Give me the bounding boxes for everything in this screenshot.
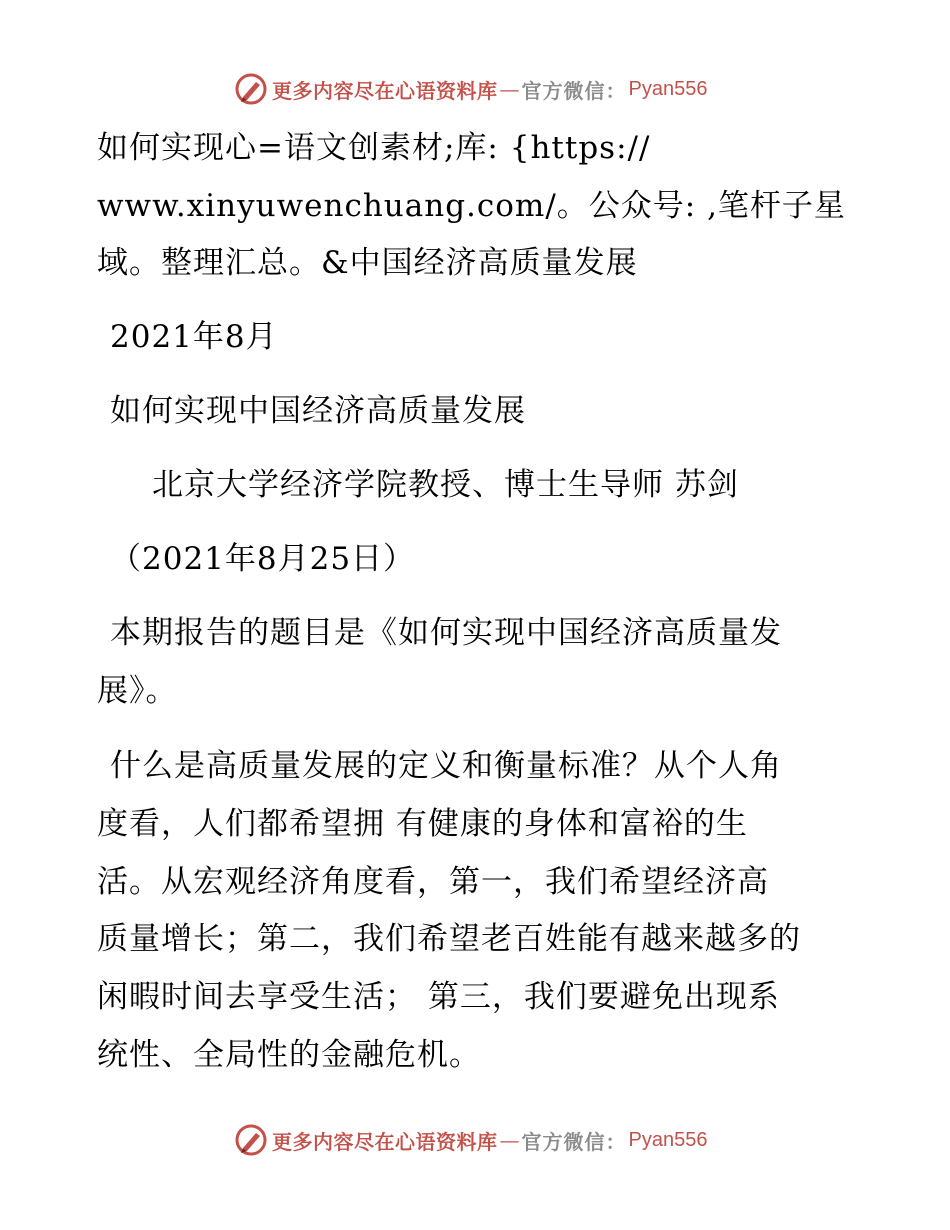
header-watermark (234, 72, 707, 106)
footer-watermark (234, 1123, 707, 1157)
report-date: （2021年8月25日） (110, 541, 416, 577)
watermark-dash: — (499, 1128, 520, 1152)
watermark-wechat-id: Pyan556 (628, 1128, 708, 1151)
paragraph-2-line-3: 活。从宏观经济角度看，第一，我们希望经济高 (97, 864, 769, 900)
pen-logo-icon (234, 1123, 268, 1157)
paragraph-1-line-1: 本期报告的题目是《如何实现中国经济高质量发 (110, 615, 782, 651)
watermark-official-label: 官方微信： (521, 1129, 627, 1154)
paragraph-2-line-4: 质量增长；第二，我们希望老百姓能有越来越多的 (97, 921, 801, 957)
author-line: 北京大学经济学院教授、博士生导师 苏剑 (152, 467, 739, 503)
body-line-1: 如何实现心=语文创素材;库: {https:// (97, 130, 651, 166)
report-title: 如何实现中国经济高质量发展 (110, 393, 526, 429)
paragraph-1-line-2: 展》。 (97, 673, 178, 709)
date-line: 2021年8月 (110, 319, 278, 355)
paragraph-2-line-5: 闲暇时间去享受生活； 第三，我们要避免出现系 (97, 979, 780, 1015)
watermark-official-label: 官方微信： (521, 78, 627, 103)
paragraph-2-line-2: 度看，人们都希望拥 有健康的身体和富裕的生 (97, 806, 748, 842)
watermark-dash: — (499, 77, 520, 101)
watermark-text: 更多内容尽在心语资料库 (272, 78, 498, 103)
watermark-text: 更多内容尽在心语资料库 (272, 1129, 498, 1154)
paragraph-2-line-1: 什么是高质量发展的定义和衡量标准？从个人角 (110, 748, 782, 784)
watermark-wechat-id: Pyan556 (628, 77, 708, 100)
paragraph-2-line-6: 统性、全局性的金融危机。 (97, 1037, 481, 1073)
body-line-2: www.xinyuwenchuang.com/。公众号: ,笔杆子星 (97, 188, 846, 224)
body-line-3: 域。整理汇总。&中国经济高质量发展 (97, 245, 638, 281)
pen-logo-icon (234, 72, 268, 106)
